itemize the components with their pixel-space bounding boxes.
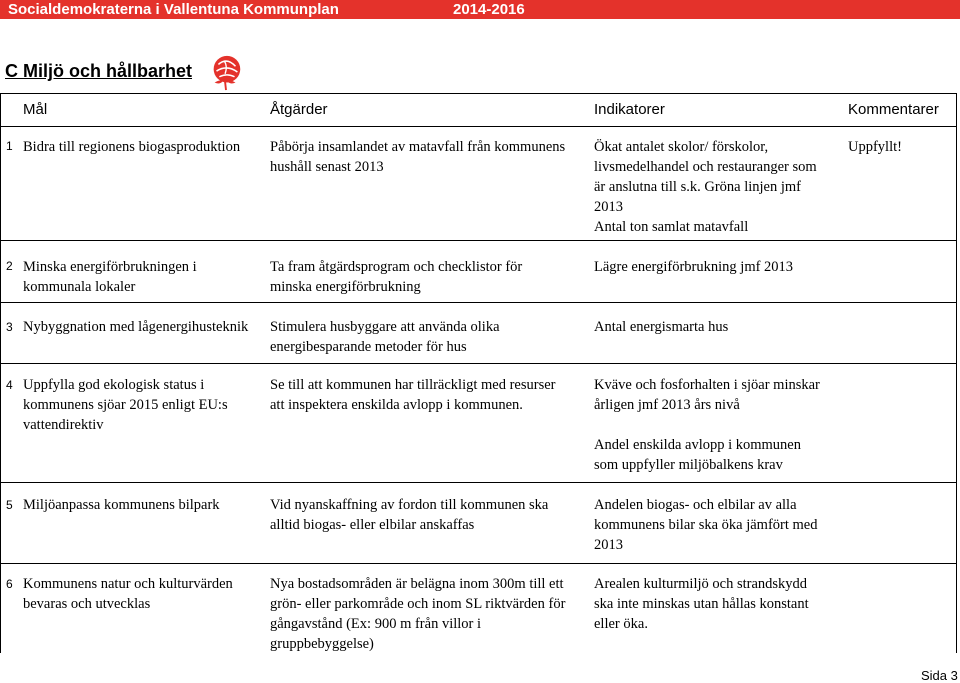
indicator-line: Antal ton samlat matavfall bbox=[594, 219, 749, 235]
column-header-goal: Mål bbox=[23, 101, 48, 118]
row-number: 2 bbox=[6, 259, 13, 273]
action-line: gångavstånd (Ex: 900 m från villor i bbox=[270, 616, 482, 632]
header-divider bbox=[0, 126, 957, 127]
actions-cell bbox=[270, 137, 565, 177]
action-line: grön- eller parkområde och inom SL riktvärden för bbox=[270, 596, 566, 612]
indicator-line: årligen jmf 2013 års nivå bbox=[594, 397, 740, 413]
row-divider bbox=[0, 363, 957, 364]
actions-cell bbox=[270, 375, 556, 415]
indicator-line: ska inte minskas utan hållas konstant bbox=[594, 596, 809, 612]
indicators-cell bbox=[594, 495, 818, 555]
indicator-line: Antal energismarta hus bbox=[594, 319, 729, 335]
indicator-line: kommunens bilar ska öka jämfört med bbox=[594, 517, 818, 533]
column-header-indicators: Indikatorer bbox=[594, 101, 665, 118]
indicators-cell bbox=[594, 137, 817, 237]
goal-cell bbox=[23, 317, 248, 337]
section-title: C Miljö och hållbarhet bbox=[5, 61, 193, 81]
action-line: Vid nyanskaffning av fordon till kommunen ska bbox=[270, 497, 549, 513]
action-line: gruppbebyggelse) bbox=[270, 636, 374, 652]
goal-line: kommunala lokaler bbox=[23, 279, 136, 295]
row-number: 3 bbox=[6, 320, 13, 334]
page-number: Sida 3 bbox=[921, 668, 958, 683]
row-number: 1 bbox=[6, 139, 13, 153]
indicators-cell bbox=[594, 257, 793, 277]
actions-cell bbox=[270, 574, 565, 654]
goal-cell bbox=[23, 375, 228, 435]
plan-years: 2014-2016 bbox=[453, 1, 525, 18]
goal-line: Miljöanpassa kommunens bilpark bbox=[23, 497, 220, 513]
indicator-line: är anslutna till s.k. Gröna linjen jmf bbox=[594, 179, 801, 195]
row-divider bbox=[0, 302, 957, 303]
action-line: minska energiförbrukning bbox=[270, 279, 421, 295]
action-line: alltid biogas- eller elbilar anskaffas bbox=[270, 517, 475, 533]
indicators-cell bbox=[594, 375, 820, 475]
action-line: energibesparande metoder för hus bbox=[270, 339, 467, 355]
goal-line: Minska energiförbrukningen i bbox=[23, 259, 197, 275]
column-header-actions: Åtgärder bbox=[270, 101, 328, 118]
row-number: 6 bbox=[6, 577, 13, 591]
goal-line: Kommunens natur och kulturvärden bbox=[23, 576, 233, 592]
row-divider bbox=[0, 482, 957, 483]
indicator-line: 2013 bbox=[594, 199, 623, 215]
action-line: Ta fram åtgärdsprogram och checklistor för bbox=[270, 259, 523, 275]
action-line: Nya bostadsområden är belägna inom 300m till ett bbox=[270, 576, 564, 592]
goal-cell bbox=[23, 257, 197, 297]
indicator-line: livsmedelhandel och restauranger som bbox=[594, 159, 817, 175]
organization-name: Socialdemokraterna i Vallentuna Kommunplan bbox=[8, 1, 339, 18]
document-header-bar bbox=[0, 0, 960, 19]
indicator-line: Arealen kulturmiljö och strandskydd bbox=[594, 576, 808, 592]
action-line: hushåll senast 2013 bbox=[270, 159, 384, 175]
actions-cell bbox=[270, 317, 500, 357]
indicator-line: Lägre energiförbrukning jmf 2013 bbox=[594, 259, 794, 275]
column-header-comments: Kommentarer bbox=[848, 101, 939, 118]
goal-line: kommunens sjöar 2015 enligt EU:s bbox=[23, 397, 228, 413]
actions-cell bbox=[270, 257, 522, 297]
goal-cell bbox=[23, 495, 220, 515]
indicator-spacer bbox=[594, 415, 820, 435]
goal-line: Bidra till regionens biogasproduktion bbox=[23, 139, 241, 155]
indicator-line: eller öka. bbox=[594, 616, 648, 632]
action-line: Påbörja insamlandet av matavfall från kommunens bbox=[270, 139, 566, 155]
comment-cell: Uppfyllt! bbox=[848, 139, 902, 155]
indicator-line: Kväve och fosforhalten i sjöar minskar bbox=[594, 377, 820, 393]
indicator-line: som uppfyller miljöbalkens krav bbox=[594, 457, 783, 473]
indicator-line: 2013 bbox=[594, 537, 623, 553]
indicators-cell bbox=[594, 574, 809, 634]
indicators-cell bbox=[594, 317, 728, 337]
row-divider bbox=[0, 240, 957, 241]
goal-line: bevaras och utvecklas bbox=[23, 596, 151, 612]
row-divider bbox=[0, 563, 957, 564]
goal-cell bbox=[23, 137, 240, 157]
red-rose-icon bbox=[207, 53, 245, 91]
action-line: att inspektera enskilda avlopp i kommunen. bbox=[270, 397, 523, 413]
actions-cell bbox=[270, 495, 548, 535]
goal-line: Uppfylla god ekologisk status i bbox=[23, 377, 205, 393]
goal-line: Nybyggnation med lågenergihusteknik bbox=[23, 319, 249, 335]
action-line: Se till att kommunen har tillräckligt med resurser bbox=[270, 377, 556, 393]
goal-line: vattendirektiv bbox=[23, 417, 104, 433]
action-line: Stimulera husbyggare att använda olika bbox=[270, 319, 500, 335]
indicator-line: Andelen biogas- och elbilar av alla bbox=[594, 497, 797, 513]
indicator-line: Ökat antalet skolor/ förskolor, bbox=[594, 139, 769, 155]
row-number: 5 bbox=[6, 498, 13, 512]
indicator-line: Andel enskilda avlopp i kommunen bbox=[594, 437, 801, 453]
goal-cell bbox=[23, 574, 233, 614]
row-number: 4 bbox=[6, 378, 13, 392]
